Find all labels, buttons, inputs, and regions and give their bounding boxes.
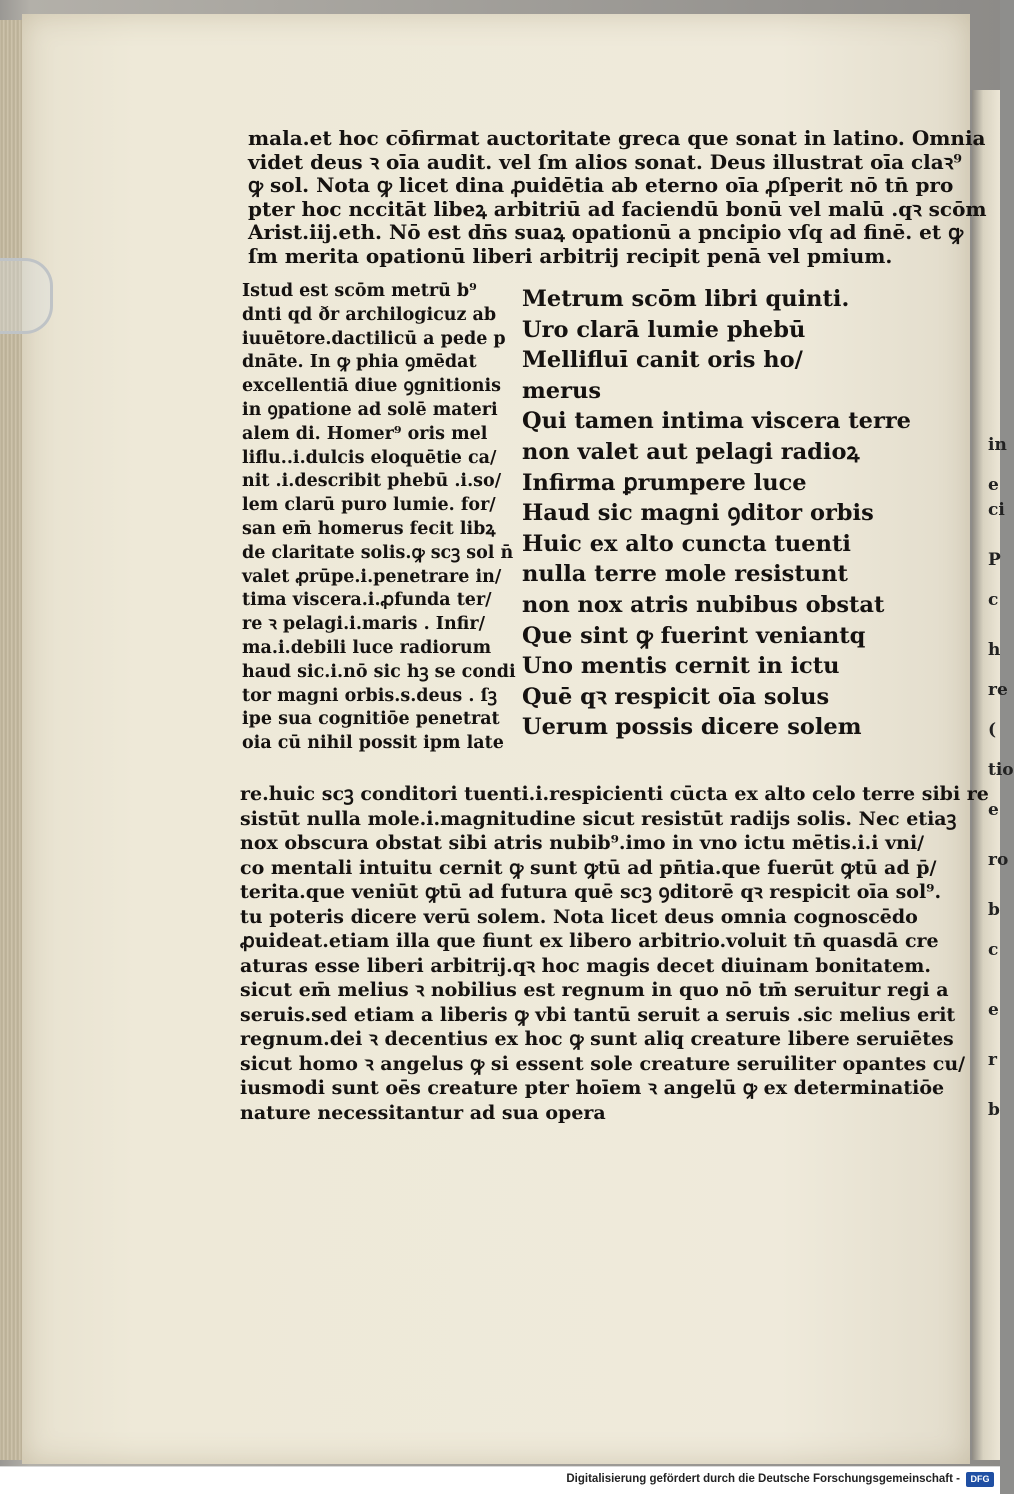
commentary-line: Istud est scōm metrū b⁹: [242, 281, 477, 301]
commentary-line: ma.i.debili luce radiorum: [242, 637, 492, 658]
facing-page-fragment: tio: [988, 760, 1014, 780]
facing-page-fragment: e: [988, 800, 999, 820]
verse-line: Huic ex alto cuncta tuenti: [522, 530, 851, 557]
commentary-line: mala.et hoc cōfirmat auctoritate greca que sonat in latino. Omnia: [248, 126, 986, 150]
facing-page-fragment: c: [988, 590, 999, 610]
commentary-line: co mentali intuitu cernit ꝙ sunt ꝙtū ad pn̄tia.que fuerūt ꝙtū ad p̄/: [240, 856, 937, 879]
commentary-line: oia cū nihil possit ipm late: [242, 733, 504, 754]
commentary-line: excellentiā diue ꝯgnitionis: [242, 376, 502, 397]
verse-line: Uro clarā lumie phebū: [522, 316, 806, 343]
commentary-line: sicut homo ꝛ angelus ꝙ si essent sole creature seruiliter opantes cu/: [240, 1052, 966, 1075]
verse-line: Uerum possis dicere solem: [522, 714, 862, 741]
commentary-bottom: [240, 782, 989, 1125]
verse-line: Mellifluī canit oris ho/: [522, 347, 803, 374]
dfg-logo: DFG: [966, 1472, 994, 1487]
commentary-line: ꝓuideat.etiam illa que fiunt ex libero arbitrio.voluit tn̄ quasdā cre: [240, 930, 939, 952]
commentary-line: Arist.iij.eth. Nō est dn̄s suaꝝ opationū a pncipio vſq ad finē. et ꝙ: [248, 220, 964, 244]
commentary-line: in ꝯpatione ad solē materi: [242, 399, 498, 420]
commentary-line: ipe sua cognitiōe penetrat: [242, 709, 500, 730]
commentary-line: lem clarū puro lumie. for/: [242, 495, 496, 516]
facing-page-fragment: b: [988, 1100, 1000, 1120]
commentary-line: seruis.sed etiam a liberis ꝙ vbi tantū seruit a seruis .sic melius erit: [240, 1003, 956, 1026]
commentary-line: de claritate solis.ꝙ scꝫ sol n̄: [242, 542, 514, 563]
commentary-line: san em̄ homerus fecit libꝝ: [242, 518, 496, 539]
commentary-line: sicut em̄ melius ꝛ nobilius est regnum in quo nō tm̄ seruitur regi a: [240, 979, 949, 1001]
verse-line: Uno mentis cernit in ictu: [522, 653, 840, 680]
facing-page-fragment: c: [988, 940, 999, 960]
commentary-line: nature necessitantur ad sua opera: [240, 1101, 606, 1124]
commentary-line: regnum.dei ꝛ decentius ex hoc ꝙ sunt aliq creature libere seruiētes: [240, 1028, 954, 1050]
commentary-line: terita.que veniūt ꝙtū ad futura quē scꝫ ꝯditorē qꝛ respicit oīa sol⁹.: [240, 881, 942, 903]
verse-line: Quē qꝛ respicit oīa solus: [522, 683, 830, 710]
facing-page-fragment: e: [988, 1000, 999, 1020]
commentary-left-column: [242, 280, 516, 756]
verse-line: Que sint ꝙ fuerint veniantq: [522, 622, 866, 649]
commentary-line: pter hoc nccitāt libeꝝ arbitriū ad faciendū bonū vel malū .qꝛ scōm: [248, 196, 987, 221]
commentary-line: tu poteris dicere verū solem. Nota licet deus omnia cognoscēdo: [240, 905, 918, 928]
commentary-line: videt deus ꝛ oīa audit. vel ſm alios sonat. Deus illustrat oīa claꝛ⁹: [248, 149, 962, 174]
facing-page-fragment: h: [988, 640, 1001, 660]
facing-page-fragment: in: [988, 435, 1007, 455]
commentary-line: haud sic.i.nō sic hꝫ se condi: [242, 661, 516, 682]
verse-line: non nox atris nubibus obstat: [522, 591, 885, 618]
facing-page-fragment: ci: [988, 500, 1005, 520]
facing-page-fragment: b: [988, 900, 1000, 920]
facing-page-fragment: re: [988, 680, 1008, 700]
facing-page-fragment: (: [988, 720, 997, 740]
commentary-line: nox obscura obstat sibi atris nubib⁹.imo in vno ictu mētis.i.i vni/: [240, 832, 925, 854]
verse-line: Qui tamen intima viscera terre: [522, 408, 911, 435]
commentary-line: liflu..i.dulcis eloquētie ca/: [242, 447, 497, 468]
facing-page-edge: [972, 90, 1014, 1460]
book-clasp: [0, 258, 53, 334]
commentary-line: valet ꝓrūpe.i.penetrare in/: [242, 566, 502, 587]
commentary-line: re.huic scꝫ conditori tuenti.i.respicienti cūcta ex alto celo terre sibi re: [240, 783, 989, 805]
commentary-top: [248, 127, 987, 268]
verse-line: Infirma ꝑrumpere luce: [522, 469, 807, 496]
commentary-line: iusmodi sunt oēs creature pter hoīem ꝛ angelū ꝙ ex determinatiōe: [240, 1077, 945, 1099]
verse-line: non valet aut pelagi radioꝝ: [522, 438, 860, 465]
commentary-line: ſm merita opationū liberi arbitrij recipit penā vel pmium.: [248, 243, 893, 268]
commentary-line: aturas esse liberi arbitrij.qꝛ hoc magis decet diuinam bonitatem.: [240, 954, 931, 977]
verse-line: nulla terre mole resistunt: [522, 561, 848, 588]
facing-page-fragment: r: [988, 1050, 997, 1070]
commentary-line: alem di. Homer⁹ oris mel: [242, 423, 488, 444]
verse-line: merus: [522, 377, 602, 404]
verse-metrum: [522, 284, 911, 743]
commentary-line: tor magni orbis.s.deus . ſꝫ: [242, 685, 497, 706]
commentary-line: nit .i.describit phebū .i.so/: [242, 471, 502, 492]
verse-line: Metrum scōm libri quinti.: [522, 286, 850, 312]
funding-credit: Digitalisierung gefördert durch die Deutsche Forschungsgemeinschaft -: [566, 1473, 960, 1485]
verse-line: Haud sic magni ꝯditor orbis: [522, 500, 874, 527]
commentary-line: ꝙ sol. Nota ꝙ licet dina ꝓuidētia ab eterno oīa ꝓſperit nō tn̄ pro: [248, 173, 954, 197]
footer-bar: [0, 1466, 1000, 1494]
commentary-line: dnti qd ðr archilogicuz ab: [242, 304, 497, 325]
commentary-line: tima viscera.i.ꝓfunda ter/: [242, 590, 492, 611]
commentary-line: dnāte. In ꝙ phia ꝯmēdat: [242, 352, 477, 373]
commentary-line: re ꝛ pelagi.i.maris . Infir/: [242, 614, 486, 635]
facing-page-fragment: P: [988, 550, 1001, 570]
commentary-line: iuuētore.dactilicū a pede p: [242, 328, 506, 349]
facing-page-fragment: ro: [988, 850, 1009, 870]
facing-page-fragment: e: [988, 475, 999, 495]
commentary-line: sistūt nulla mole.i.magnitudine sicut resistūt radijs solis. Nec etiaꝫ: [240, 807, 957, 830]
